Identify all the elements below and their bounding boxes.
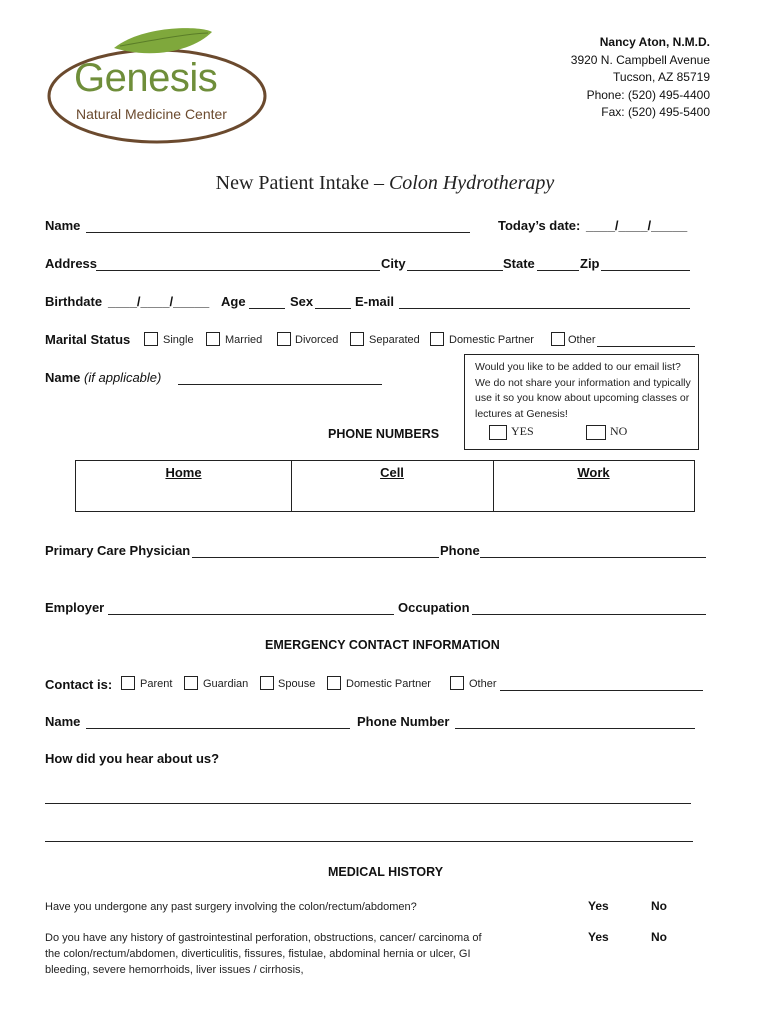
marital-option-divorced: Divorced bbox=[295, 334, 339, 346]
phone-cell-home[interactable] bbox=[76, 461, 292, 511]
email-list-no-label: NO bbox=[610, 424, 628, 438]
marital-option-other: Other bbox=[568, 334, 596, 346]
form-title-main: New Patient Intake – bbox=[215, 172, 384, 194]
marital-option-married: Married bbox=[225, 334, 263, 346]
form-title-italic: Colon Hydrotherapy bbox=[388, 172, 555, 194]
contact-other-field[interactable] bbox=[500, 690, 703, 691]
contact-is-label: Contact is: bbox=[45, 677, 113, 692]
sex-label: Sex bbox=[290, 294, 314, 309]
pcp-phone-field[interactable] bbox=[480, 557, 706, 558]
marital-checkbox-other[interactable] bbox=[551, 332, 565, 346]
address-label: Address bbox=[45, 256, 98, 271]
logo bbox=[44, 26, 274, 146]
medical-question-1: Have you undergone any past surgery involving the colon/rectum/abdomen? bbox=[45, 901, 417, 913]
contact-option-spouse: Spouse bbox=[278, 678, 316, 690]
phone-cell-cell[interactable] bbox=[291, 461, 494, 511]
employer-field[interactable] bbox=[108, 614, 394, 615]
referral-field-line-1[interactable] bbox=[45, 803, 691, 804]
form-title bbox=[0, 172, 770, 195]
todays-date-label: Today’s date: bbox=[498, 218, 581, 233]
address-field[interactable] bbox=[96, 270, 380, 271]
emergency-heading: EMERGENCY CONTACT INFORMATION bbox=[265, 638, 500, 652]
spouse-name-field[interactable] bbox=[178, 384, 382, 385]
name-field[interactable] bbox=[86, 232, 470, 233]
contact-checkbox-spouse[interactable] bbox=[260, 676, 274, 690]
marital-checkbox-married[interactable] bbox=[206, 332, 220, 346]
email-list-no-checkbox[interactable] bbox=[586, 425, 606, 440]
emergency-phone-label: Phone Number bbox=[357, 714, 450, 729]
phone-numbers-heading: PHONE NUMBERS bbox=[328, 427, 440, 441]
emergency-name-field[interactable] bbox=[86, 728, 350, 729]
referral-question: How did you hear about us? bbox=[45, 751, 220, 766]
spouse-name-label bbox=[45, 370, 161, 385]
state-field[interactable] bbox=[537, 270, 579, 271]
medical-question-2-yes[interactable]: Yes bbox=[588, 930, 609, 944]
spouse-name-label-text: Name bbox=[45, 370, 81, 385]
employer-label: Employer bbox=[45, 600, 105, 615]
email-list-box bbox=[464, 354, 699, 450]
emergency-phone-field[interactable] bbox=[455, 728, 695, 729]
email-field[interactable] bbox=[399, 308, 690, 309]
medical-question-1-no[interactable]: No bbox=[651, 899, 667, 913]
marital-status-label: Marital Status bbox=[45, 332, 131, 347]
logo-brand: Genesis bbox=[74, 56, 218, 100]
emergency-name-label: Name bbox=[45, 714, 81, 729]
age-field[interactable] bbox=[249, 308, 285, 309]
birthdate-field[interactable]: ____/____/_____ bbox=[108, 294, 210, 309]
contact-option-domestic-partner: Domestic Partner bbox=[346, 678, 431, 690]
sex-field[interactable] bbox=[315, 308, 351, 309]
practice-info bbox=[571, 34, 710, 122]
medical-history-heading: MEDICAL HISTORY bbox=[328, 865, 444, 879]
occupation-field[interactable] bbox=[472, 614, 706, 615]
state-label: State bbox=[503, 256, 535, 271]
marital-checkbox-divorced[interactable] bbox=[277, 332, 291, 346]
logo-subtitle: Natural Medicine Center bbox=[76, 106, 227, 122]
medical-question-1-yes[interactable]: Yes bbox=[588, 899, 609, 913]
pcp-field[interactable] bbox=[192, 557, 439, 558]
marital-checkbox-domestic-partner[interactable] bbox=[430, 332, 444, 346]
marital-option-separated: Separated bbox=[369, 334, 420, 346]
phone-column-home: Home bbox=[165, 465, 202, 480]
practice-address-2: Tucson, AZ 85719 bbox=[613, 70, 710, 84]
doctor-name: Nancy Aton, N.M.D. bbox=[599, 35, 710, 49]
zip-label: Zip bbox=[580, 256, 600, 271]
marital-option-domestic-partner: Domestic Partner bbox=[449, 334, 534, 346]
medical-question-2-no[interactable]: No bbox=[651, 930, 667, 944]
marital-option-single: Single bbox=[163, 334, 194, 346]
if-applicable-note: (if applicable) bbox=[84, 370, 162, 385]
zip-field[interactable] bbox=[601, 270, 690, 271]
marital-other-field[interactable] bbox=[597, 346, 695, 347]
phone-column-work: Work bbox=[577, 465, 610, 480]
contact-option-parent: Parent bbox=[140, 678, 173, 690]
pcp-label: Primary Care Physician bbox=[45, 543, 191, 558]
practice-phone: Phone: (520) 495-4400 bbox=[586, 87, 710, 102]
marital-checkbox-single[interactable] bbox=[144, 332, 158, 346]
contact-checkbox-other[interactable] bbox=[450, 676, 464, 690]
name-label: Name bbox=[45, 218, 81, 233]
contact-checkbox-parent[interactable] bbox=[121, 676, 135, 690]
email-list-yes-label: YES bbox=[511, 424, 534, 438]
contact-option-guardian: Guardian bbox=[203, 678, 249, 690]
marital-checkbox-separated[interactable] bbox=[350, 332, 364, 346]
email-label: E-mail bbox=[355, 294, 395, 309]
phone-cell-work[interactable] bbox=[493, 461, 694, 511]
phone-table bbox=[75, 460, 695, 512]
todays-date-field[interactable]: ____/____/_____ bbox=[586, 218, 688, 233]
city-label: City bbox=[381, 256, 406, 271]
occupation-label: Occupation bbox=[398, 600, 470, 615]
birthdate-label: Birthdate bbox=[45, 294, 103, 309]
pcp-phone-label: Phone bbox=[440, 543, 480, 558]
referral-field-line-2[interactable] bbox=[45, 841, 693, 842]
email-list-yes-checkbox[interactable] bbox=[489, 425, 507, 440]
phone-column-cell: Cell bbox=[380, 465, 404, 480]
contact-checkbox-guardian[interactable] bbox=[184, 676, 198, 690]
practice-address-1: 3920 N. Campbell Avenue bbox=[570, 52, 710, 67]
city-field[interactable] bbox=[407, 270, 503, 271]
contact-checkbox-domestic-partner[interactable] bbox=[327, 676, 341, 690]
email-list-prompt: Would you like to be added to our email list? We do not share your information and typically use it so you know about upcoming classes or lectures at Genesis! bbox=[475, 361, 691, 420]
age-label: Age bbox=[221, 294, 246, 309]
contact-option-other: Other bbox=[469, 678, 497, 690]
medical-question-2: Do you have any history of gastrointestinal perforation, obstructions, cancer/ carcinoma of the colon/rectum/abdomen, diverticulitis, fissures, fistulae, abdominal hernia or ulcer, GI bleeding, severe hemorrhoids, liver issues / cirrhosis, bbox=[45, 932, 482, 976]
practice-fax: Fax: (520) 495-5400 bbox=[601, 105, 710, 119]
